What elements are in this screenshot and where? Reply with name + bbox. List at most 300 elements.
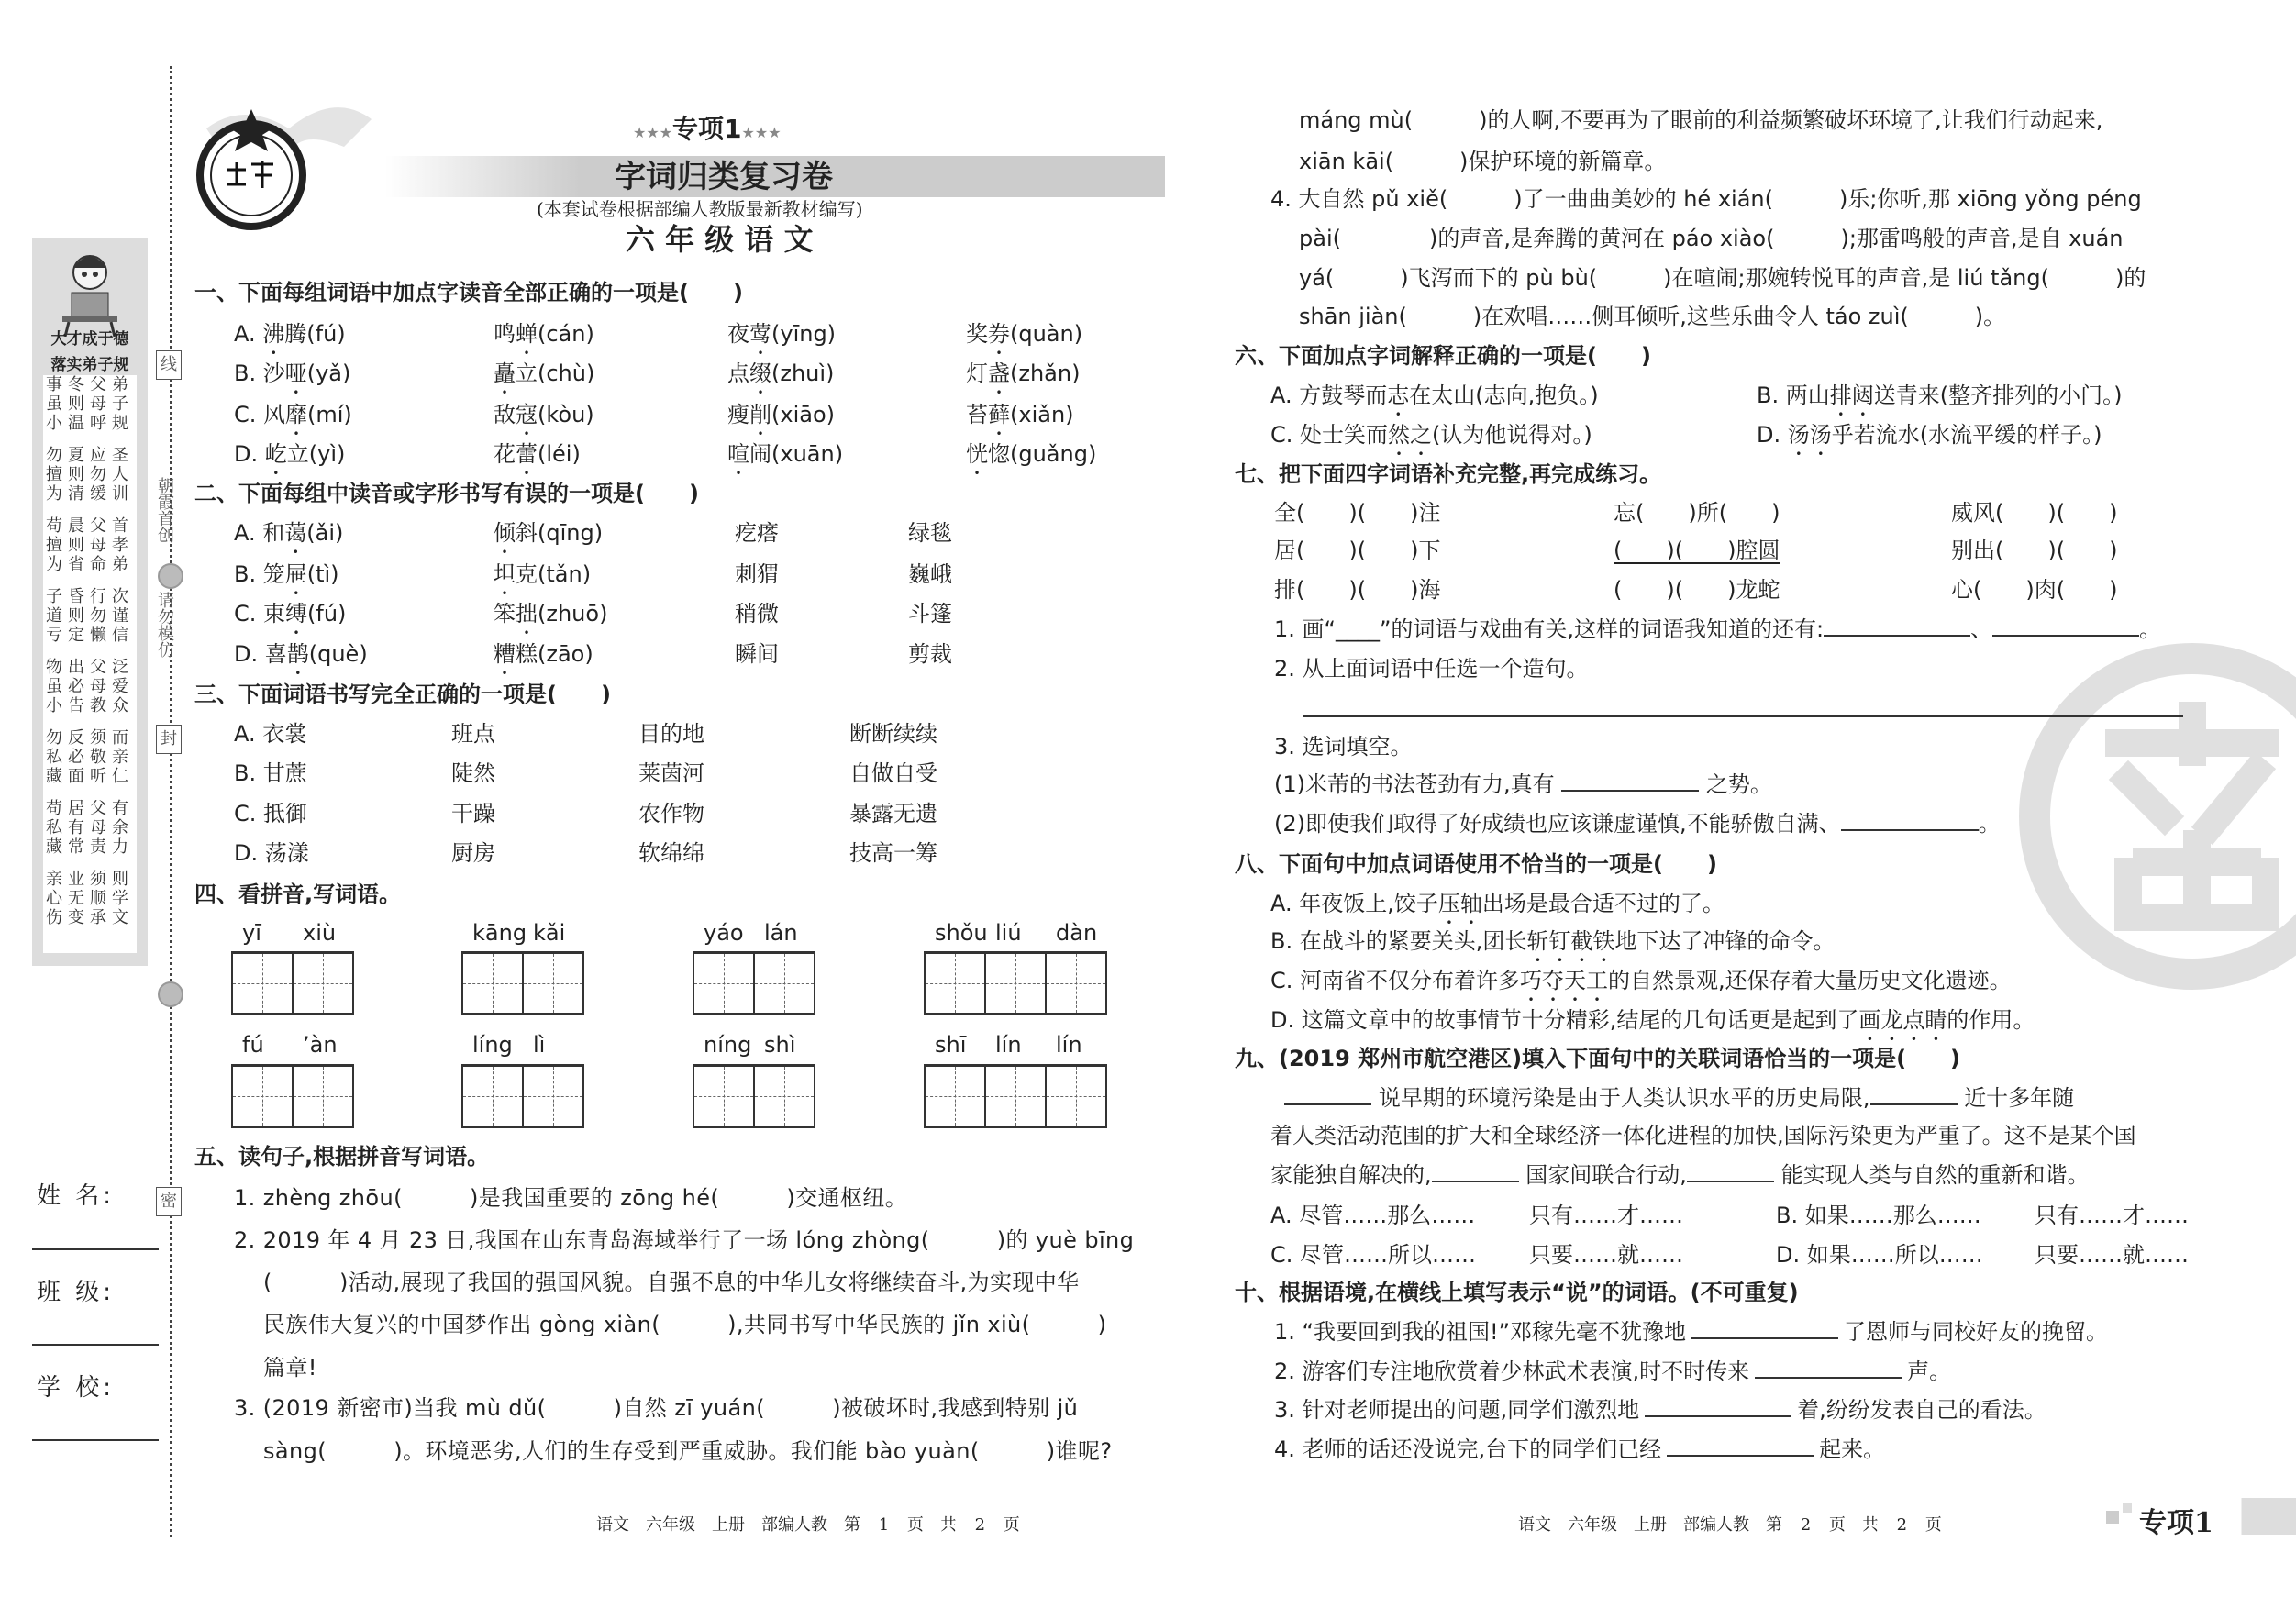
binding-label-seal: 封 [156,725,182,754]
writing-cell[interactable] [524,1067,584,1126]
sentence-line: 篇章! [263,1355,317,1381]
writing-grid[interactable] [461,951,584,1015]
option-choice[interactable] [1270,1006,2035,1046]
item-text: 着,纷纷发表自己的看法。 [1797,1397,2046,1423]
text-segment: 剪裁 [908,641,952,667]
option-choice[interactable] [1270,890,1725,929]
q5-title: 五、读句子,根据拼音写词语。 [194,1144,490,1170]
badge-square-icon [2123,1503,2132,1513]
answer-blank[interactable] [1432,1162,1519,1182]
emphasized-text: 拙 [516,601,538,627]
text-segment: 夜 [727,321,749,347]
text-segment: (zhuō) [538,601,608,627]
text-segment: 绿毯 [908,520,952,546]
text-segment: (kòu) [538,402,594,427]
option-word [735,640,779,668]
option-word [735,560,779,588]
option-choice[interactable] [1776,1202,2189,1229]
pinyin-syllable: kāng [472,920,527,946]
q9-paragraph-line [1270,1084,2074,1112]
emphasized-text: 券 [988,321,1010,347]
pinyin-syllable: yī [242,920,261,946]
writing-grid[interactable] [231,1064,354,1128]
text-segment: 闹(xuān) [749,441,844,467]
option-choice[interactable] [234,600,346,639]
text-segment: 送青来(整齐排列的小门。) [1873,383,2123,408]
option-word [494,320,594,360]
badge-text: 专项1 [2139,1507,2213,1539]
text-segment: 瘦 [727,402,749,427]
q7-task3-2 [1274,810,2001,837]
answer-blank[interactable] [1691,1319,1838,1339]
emphasized-text: 鹊 [286,641,309,667]
emphasized-text: 然之 [1388,422,1433,448]
text-segment: B. 沙 [234,360,285,386]
sentence-line: 2. 2019 年 4 月 23 日,我国在山东青岛海域举行了一场 lóng zhòng( )的 yuè bīng [234,1227,1135,1253]
emphasized-text: 藓 [988,402,1010,427]
poem-line: 伤变承文 [46,908,134,927]
pinyin-syllable: lín [995,1032,1022,1058]
q9-title: 九、(2019 郑州市航空港区)填入下面句中的关联词语恰当的一项是( ) [1235,1046,1961,1071]
period: 。 [2139,616,2162,642]
option-choice[interactable] [234,440,345,480]
text-segment: 灯 [966,360,988,386]
text-segment: (cán) [538,321,594,347]
poem-line: 为清缓训 [46,484,134,504]
text-segment: 惚(guǎng) [988,441,1097,467]
item-text: 声。 [1907,1359,1952,1384]
text-segment: 苔 [966,402,988,427]
answer-blank[interactable] [1870,1085,1958,1105]
name-field[interactable] [32,1248,159,1250]
emphasized-text: 莺 [749,321,771,347]
q9-text: 家能独自解决的, [1270,1162,1432,1188]
emphasized-text: 矗 [494,360,516,386]
writing-grid[interactable] [231,951,354,1015]
text-segment: 糕(zāo) [516,641,593,667]
text-segment: (xiāo) [771,402,835,427]
item-text: 4. 老师的话还没说完,台下的同学们已经 [1274,1436,1662,1462]
text-segment: 敌 [494,402,516,427]
text-segment: B. 笼 [234,561,285,587]
text-segment: 鸣 [494,321,516,347]
poem-line: 藏面听仁 [46,767,134,786]
text-segment: 巍峨 [908,561,952,587]
text-segment: (yīng) [771,321,837,347]
writing-cell[interactable] [463,1067,524,1126]
answer-blank[interactable] [1841,811,1979,831]
q9-paragraph-line: 着人类活动范围的扩大和全球经济一体化进程的加快,国际污染更为严重了。这不是某个国 [1270,1123,2136,1148]
option-text: B. 如果……那么…… [1776,1203,1981,1228]
option-choice[interactable] [1270,967,2012,1006]
writing-cell[interactable] [294,1067,354,1126]
idiom-fill[interactable]: 威风( )( ) [1951,500,2118,526]
idiom-fill[interactable]: ( )( )龙蛇 [1614,577,1780,603]
sentence-line: xiān kāi( )保护环境的新篇章。 [1299,149,1667,174]
text-segment: 疙瘩 [735,520,779,546]
q8-title: 八、下面句中加点词语使用不恰当的一项是( ) [1235,851,1717,877]
text-segment: 乎若流水(水流平缓的样子。) [1831,422,2102,448]
pinyin-syllable: lì [533,1032,546,1058]
idiom-fill[interactable]: 居( )( )下 [1274,538,1441,563]
answer-blank[interactable] [1284,1085,1371,1105]
text-segment: (ǎi) [306,520,344,546]
emphasized-text: 屹 [264,441,287,467]
option-choice[interactable] [234,640,368,680]
idiom-fill[interactable]: 别出( )( ) [1951,538,2118,563]
name-label: 姓 名: [37,1182,116,1210]
text-segment: C. 风 [234,402,286,427]
text-segment: (认为他说得对。) [1432,422,1592,448]
poem-line: 虽必母爱 [46,677,134,696]
smiley-icon [158,981,183,1007]
answer-blank[interactable] [1824,616,1970,637]
option-word: 农作物 [638,801,704,826]
text-segment: D. 喜 [234,641,287,667]
emphasized-text: 缀 [749,360,771,386]
text-segment: 立(yì) [286,441,346,467]
page-subtitle: (本套试卷根据部编人教版最新教材编写) [537,198,863,220]
writing-cell[interactable] [755,954,815,1013]
text-segment: A. 年夜饭上,饺子 [1270,891,1438,916]
pinyin-syllable: lín [1056,1032,1082,1058]
badge-square-icon [2106,1511,2119,1524]
emphasized-text: 沸 [262,321,285,347]
binding-label-secret: 密 [156,1187,182,1216]
emphasized-text: 蔼 [284,520,307,546]
emphasized-text: 糟 [494,641,516,667]
poem-line: 藏常责力 [46,837,134,857]
writing-cell[interactable] [463,954,524,1013]
text-segment: (léi) [538,441,581,467]
writing-cell[interactable] [755,1067,815,1126]
text-segment: (mí) [307,402,352,427]
option-choice[interactable] [1270,421,1592,460]
text-segment: C. 处士笑而 [1270,422,1389,448]
emphasized-text: 斩钉截铁 [1526,928,1615,954]
emphasized-text: 喧 [727,441,749,467]
poem-gap [43,504,137,516]
pinyin-syllable: liú [995,920,1022,946]
q2-title: 二、下面每组中读音或字形书写有误的一项是( ) [194,481,699,506]
binding-cut-line [170,66,172,1537]
poem-gap [43,645,137,658]
sentence-line: 3. (2019 新密市)当我 mù dǔ( )自然 zī yuán( )被破坏时,我感到特别 jǔ [234,1395,1079,1421]
text-segment: 在太山(志向,抱负。) [1409,383,1599,408]
subject-title: 六 年 级 语 文 [626,222,814,257]
poem-line: 亲业须则 [46,870,134,889]
copy-warning: 请勿模仿 [155,592,174,658]
answer-blank[interactable] [1561,771,1699,792]
option-word [494,640,593,680]
option-word [727,360,834,399]
q6-title: 六、下面加点字词解释正确的一项是( ) [1235,343,1651,369]
text-segment: 克(tǎn) [516,561,592,587]
writing-grid[interactable] [924,951,1107,1015]
option-word: 断断续续 [849,721,937,747]
text-segment: D. [234,441,265,467]
class-label: 班 级: [37,1279,116,1306]
poem-line: 心无顺学 [46,889,134,908]
pinyin-syllable: shì [764,1032,796,1058]
option-text: A. 尽管……那么…… [1270,1203,1476,1228]
option-choice[interactable]: D. 荡漾 [234,840,309,866]
text-segment: A. [234,321,263,347]
q9-text: 近十多年随 [1964,1085,2075,1111]
answer-blank[interactable] [1755,1359,1902,1379]
answer-blank[interactable] [1687,1162,1774,1182]
writing-cell[interactable] [986,954,1047,1013]
q9-text: 能实现人类与自然的重新和谐。 [1780,1162,2090,1188]
text-segment: 点 [727,360,749,386]
pinyin-syllable: xiù [303,920,337,946]
pinyin-syllable: ’àn [303,1032,338,1058]
poem-line: 虽则母子 [46,394,134,414]
emphasized-text: 恍 [966,441,988,467]
text-segment: (fú) [307,601,347,627]
writing-grid[interactable] [924,1064,1107,1128]
option-choice[interactable] [1270,1241,1683,1269]
emphasized-text: 靡 [285,402,308,427]
brand-note: 朝霞首创 [155,477,174,543]
option-word: 目的地 [638,721,704,747]
q4-title: 四、看拼音,写词语。 [194,882,402,907]
dizigui-poem [43,375,137,953]
pinyin-syllable: dàn [1056,920,1098,946]
option-word [727,401,835,440]
school-field[interactable] [32,1439,159,1441]
option-word [966,401,1074,440]
option-choice[interactable] [1757,382,2122,421]
emphasized-text: 志 [1387,383,1410,408]
item-text: 3. 针对老师提出的问题,同学们激烈地 [1274,1397,1640,1423]
brand-logo [194,105,314,234]
option-word: 厨房 [451,840,495,866]
option-choice[interactable] [234,360,350,399]
poem-line: 私必敬亲 [46,748,134,767]
idiom-fill[interactable]: ( )( )腔圆 [1614,538,1780,563]
emphasized-text: 寇 [516,402,538,427]
q7-task3-2-end: 。 [1978,811,2001,837]
pinyin-syllable: yáo [704,920,744,946]
option-choice[interactable] [1776,1241,2189,1269]
fill-item [1274,1396,2046,1424]
item-text: 起来。 [1819,1436,1886,1462]
option-choice[interactable]: A. 衣裳 [234,721,307,747]
option-choice[interactable] [1757,421,2102,460]
text-segment: D. 这篇文章中的故事情节十分精彩,结尾的几句话更是起到了 [1270,1007,1859,1033]
stars-right: ★★★ [741,124,782,141]
option-choice[interactable] [1270,1202,1683,1229]
text-segment: (quàn) [1010,321,1083,347]
text-segment: A. 方鼓琴而 [1270,383,1388,408]
q7-task3: 3. 选词填空。 [1274,734,1413,760]
writing-cell[interactable] [524,954,584,1013]
q7-task3-1-end: 之势。 [1705,771,1772,797]
q7-task3-1-text: (1)米芾的书法苍劲有力,真有 [1274,771,1555,797]
option-text: 只要……就…… [2035,1242,2189,1268]
option-word [494,560,591,600]
q3-title: 三、下面词语书写完全正确的一项是( ) [194,682,611,707]
option-word: 技高一筹 [849,840,937,866]
idiom-fill[interactable]: 排( )( )海 [1274,577,1441,603]
writing-cell[interactable] [1047,1067,1107,1126]
poem-gap [43,927,137,940]
text-segment: 的作用。 [1947,1007,2035,1033]
writing-grid[interactable] [461,1064,584,1128]
option-choice[interactable] [234,320,346,360]
option-choice[interactable] [234,401,352,440]
text-segment: (zhuì) [771,360,835,386]
text-segment: C. 河南省不仅分布着许多 [1270,968,1521,993]
option-choice[interactable] [234,519,343,559]
class-field[interactable] [32,1344,159,1346]
option-choice[interactable] [1270,927,1835,967]
motto-line: 落实弟子规 [50,356,129,374]
writing-cell[interactable] [233,1067,294,1126]
poem-gap [43,433,137,446]
writing-cell[interactable] [1047,954,1107,1013]
q7-title: 七、把下面四字词语补充完整,再完成练习。 [1235,461,1662,487]
option-choice[interactable] [234,560,339,600]
emphasized-text: 画龙点睛 [1858,1007,1947,1033]
poem-line: 小告教众 [46,696,134,715]
poem-line: 事冬父弟 [46,375,134,394]
option-word [727,320,836,360]
pinyin-syllable: fú [242,1032,264,1058]
option-text: C. 尽管……所以…… [1270,1242,1477,1268]
sentence-line: sàng( )。环境恶劣,人们的生存受到严重威胁。我们能 bào yuàn( )谁呢? [263,1438,1113,1464]
poem-line: 苟晨父首 [46,516,134,536]
emphasized-text: 盏 [988,360,1010,386]
poem-line: 亏定懒信 [46,626,134,645]
option-word: 陡然 [451,760,495,786]
option-text: 只有……才…… [2035,1203,2189,1228]
option-word [966,320,1082,360]
item-text: 2. 游客们专注地欣赏着少林武术表演,时不时传来 [1274,1359,1750,1384]
emphasized-text: 排闼 [1829,383,1874,408]
emphasized-text: 压轴 [1437,891,1482,916]
text-segment: A. 和 [234,520,285,546]
text-segment: C. 束 [234,601,286,627]
poem-line: 勿反须而 [46,728,134,748]
text-segment: 稍微 [735,601,779,627]
text-segment: 刺猬 [735,561,779,587]
emphasized-text: 蕾 [516,441,538,467]
poem-gap [43,786,137,799]
option-choice[interactable] [1270,382,1599,421]
option-word [908,640,952,668]
writing-cell[interactable] [233,954,294,1013]
text-segment: 腾(fú) [284,321,346,347]
option-word: 莱茵河 [638,760,704,786]
emphasized-text: 蝉 [516,321,538,347]
item-text: 1. “我要回到我的祖国!”邓稼先毫不犹豫地 [1274,1319,1687,1345]
emphasized-text: 缚 [285,601,308,627]
writing-cell[interactable] [694,954,755,1013]
option-word: 干躁 [451,801,495,826]
poem-gap [43,715,137,728]
pinyin-syllable: shī [935,1032,967,1058]
text-segment: 瞬间 [735,641,779,667]
smiley-icon [158,563,183,589]
emphasized-text: 屉 [284,561,307,587]
option-word [727,440,843,480]
q9-text: 国家间联合行动, [1525,1162,1687,1188]
poem-line: 勿夏应圣 [46,446,134,465]
sidebar-motto-panel [32,238,148,966]
page-title: 字词归类复习卷 [615,159,833,195]
poem-line: 苟居父有 [46,799,134,818]
idiom-fill[interactable]: 全( )( )注 [1274,500,1441,526]
option-word: 班点 [451,721,495,747]
writing-grid[interactable] [693,1064,815,1128]
sentence-answer-line[interactable] [1303,715,2183,717]
answer-blank[interactable] [1992,616,2139,637]
option-text: D. 如果……所以…… [1776,1242,1983,1268]
text-segment: (què) [308,641,368,667]
q7-task3-1 [1274,771,1772,798]
option-text: 只有……才…… [1529,1203,1683,1228]
text-segment: 斜(qīng) [516,520,604,546]
text-segment: 花 [494,441,516,467]
text-segment: 出场是最合适不过的了。 [1481,891,1725,916]
text-segment: (tì) [306,561,339,587]
poem-line: 物出父泛 [46,658,134,677]
emphasized-text: 倾 [494,520,516,546]
option-word [494,600,607,639]
writing-cell[interactable] [294,954,354,1013]
fill-item [1274,1358,1951,1385]
poem-line: 道则勿谨 [46,606,134,626]
answer-blank[interactable] [1667,1436,1814,1457]
sentence-line: máng mù( )的人啊,不要再为了眼前的利益频繁破坏环境了,让我们行动起来, [1299,107,2103,133]
option-choice[interactable]: B. 甘蔗 [234,760,307,786]
option-word [966,440,1096,480]
writing-cell[interactable] [694,1067,755,1126]
writing-cell[interactable] [986,1067,1047,1126]
writing-cell[interactable] [926,1067,986,1126]
poem-line: 子昏行次 [46,587,134,606]
school-label: 学 校: [37,1374,116,1402]
answer-blank[interactable] [1645,1397,1791,1417]
q9-paragraph-line [1270,1161,2090,1189]
idiom-fill[interactable]: 心( )肉( ) [1951,577,2118,603]
option-choice[interactable]: C. 抵御 [234,801,308,826]
sentence-line: 4. 大自然 pǔ xiě( )了一曲曲美妙的 hé xián( )乐;你听,那 xiōng yǒng péng [1270,186,2142,212]
poem-line: 为省命弟 [46,555,134,574]
sentence-line: shān jiàn( )在欢唱……侧耳倾听,这些乐曲令人 táo zuì( )。 [1299,304,2006,329]
q10-title: 十、根据语境,在横线上填写表示“说”的词语。(不可重复) [1235,1280,1799,1305]
poem-line: 擅则母孝 [46,536,134,555]
writing-grid[interactable] [693,951,815,1015]
footer-page-1: 语文 六年级 上册 部编人教 第 1 页 共 2 页 [596,1515,1020,1535]
stars-left: ★★★ [633,124,673,141]
binding-label-line: 线 [156,350,182,380]
student-cartoon-icon [58,245,122,337]
text-segment: B. 在战斗的紧要关头,团长 [1270,928,1527,954]
idiom-fill[interactable]: 忘( )所( ) [1614,500,1780,526]
emphasized-text: 汤汤 [1787,422,1832,448]
poem-line: 私有母余 [46,818,134,837]
emphasized-text: 削 [749,402,771,427]
option-word [735,600,779,627]
series-label [633,116,782,147]
item-text: 了恩师与同校好友的挽留。 [1844,1319,2109,1345]
writing-cell[interactable] [926,954,986,1013]
fill-item [1274,1318,2108,1346]
motto-line: 大才成于德 [50,330,129,349]
